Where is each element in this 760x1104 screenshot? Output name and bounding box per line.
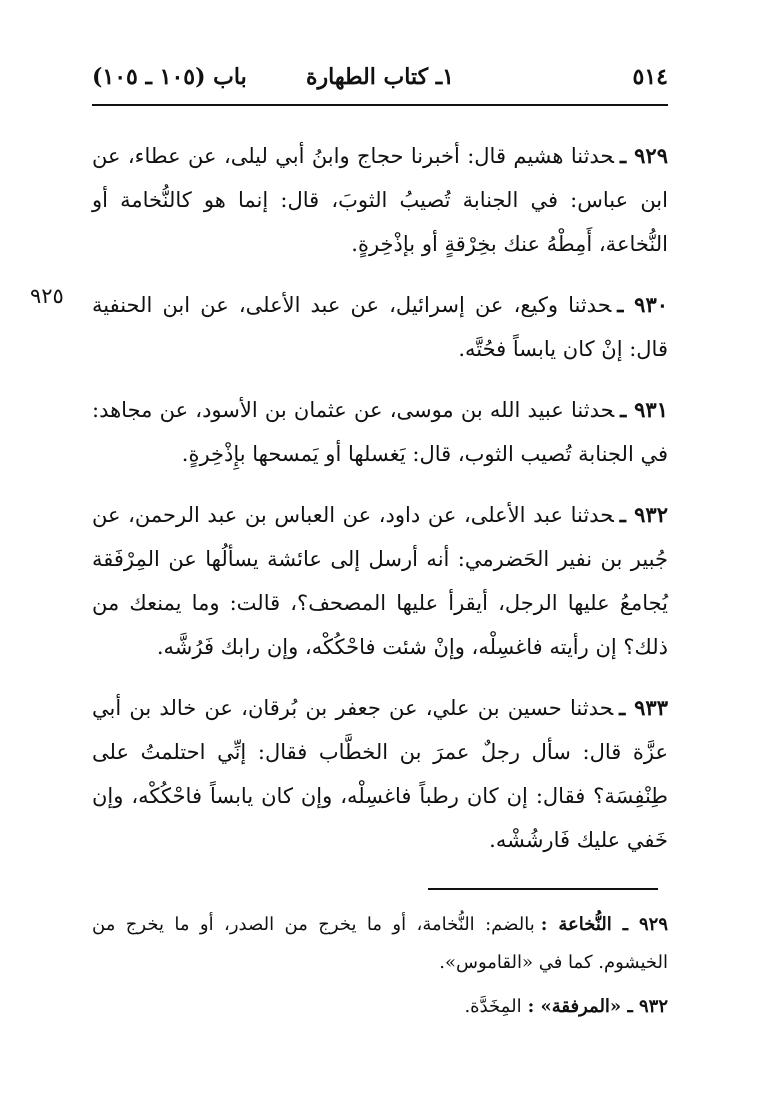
hadith-text: حدثنا حسين بن علي، عن جعفر بن بُرقان، عن خالد بن أبي عزَّة قال: سأل رجلٌ عمرَ بن الخطَّاب فقال: إنِّي احتلمتُ على طِنْفِسَة؟ فقال: إن كان رطباً فاغسِلْه، وإن كان يابساً فاحْكُكْه، وإن خَفي عليك فَارشُشْه. (92, 696, 668, 852)
hadith-paragraph (92, 388, 668, 476)
book-title: ١ـ كتاب الطهارة (306, 64, 454, 90)
hadith-number: ٩٣٠ ـ (617, 292, 669, 317)
hadith-paragraph (92, 686, 668, 862)
footnote-text: المِخَدَّة. (464, 996, 522, 1017)
hadith-number: ٩٢٩ ـ (620, 143, 668, 168)
footnote-head: ٩٣٢ ـ «المرفقة» : (527, 996, 668, 1017)
header-rule (92, 104, 668, 106)
footnote (92, 988, 668, 1026)
footnote-text: بالضم: النُّخامة، أو ما يخرج من الصدر، أو ما يخرج من الخيشوم. كما في «القاموس». (92, 914, 668, 973)
page-header (92, 56, 668, 96)
chapter-label: باب (١٠٥ ـ ١٠٥) (92, 64, 247, 90)
footnote-head: ٩٢٩ ـ النُّخاعة : (540, 914, 668, 935)
hadith-text: حدثنا هشيم قال: أخبرنا حجاج وابنُ أبي ليلى، عن عطاء، عن ابن عباس: في الجنابة تُصيبُ الثوبَ، قال: إنما هو كالنُّخامة أو النُّخاعة، أَمِطْهُ عنك بخِرْقةٍ أو بإذْخِرةٍ. (92, 144, 668, 256)
hadith-number: ٩٣١ ـ (620, 397, 668, 422)
hadith-number: ٩٣٢ ـ (619, 502, 668, 527)
main-text (92, 134, 668, 879)
margin-number: ٩٢٥ (30, 284, 64, 308)
hadith-text: حدثنا وكيع، عن إسرائيل، عن عبد الأعلى، عن ابن الحنفية قال: إنْ كان يابساً فحُتَّه. (92, 293, 668, 361)
hadith-text: حدثنا عبد الأعلى، عن داود، عن العباس بن عبد الرحمن، عن جُبير بن نفير الحَضرمي: أنه أرسل إلى عائشة يسألُها عن المِرْفَقة يُجامعُ عليها الرجل، أيقرأ عليها المصحف؟، قالت: وما يمنعك من ذلك؟ إن رأيته فاغسِلْه، وإنْ شئت فاحْكُكْه، وإن رابك فَرُشَّه. (92, 503, 668, 659)
footnote (92, 906, 668, 982)
hadith-paragraph (92, 283, 668, 371)
hadith-paragraph (92, 493, 668, 669)
page-number: ٥١٤ (632, 64, 668, 90)
footnote-rule (428, 888, 658, 890)
hadith-number: ٩٣٣ ـ (619, 695, 668, 720)
hadith-text: حدثنا عبيد الله بن موسى، عن عثمان بن الأسود، عن مجاهد: في الجنابة تُصيب الثوب، قال: يَغسلها أو يَمسحها بإِذْخِرةٍ. (92, 398, 668, 466)
hadith-paragraph (92, 134, 668, 266)
footnotes (92, 906, 668, 1032)
